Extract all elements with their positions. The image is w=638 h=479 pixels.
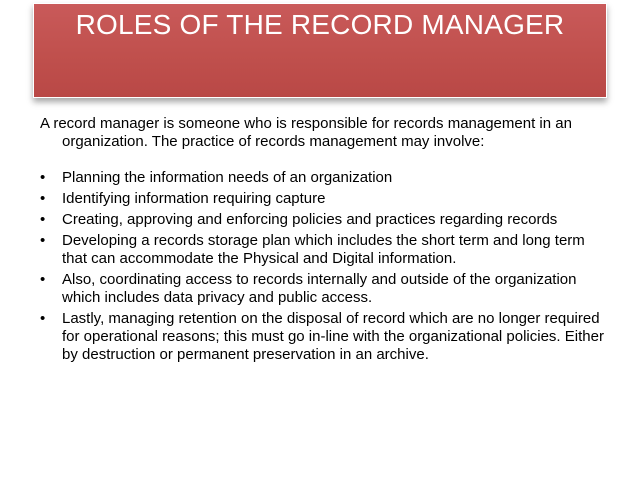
bullet-text: Also, coordinating access to records internally and outside of the organization which includes data privacy and public access. [62, 271, 577, 306]
bullet-item [40, 232, 610, 268]
bullet-marker: • [40, 232, 46, 249]
bullet-marker: • [40, 169, 46, 186]
slide-title: ROLES OF THE RECORD MANAGER [75, 9, 565, 40]
bullet-text: Lastly, managing retention on the disposal of record which are no longer required for operational reasons; this must go in-line with the organizational policies. Either by destruction or permanent preservation in an archive. [62, 310, 604, 363]
title-banner [33, 3, 607, 98]
bullet-text: Creating, approving and enforcing policies and practices regarding records [62, 211, 558, 228]
bullet-marker: • [40, 310, 46, 327]
bullet-list [40, 169, 610, 364]
bullet-text: Developing a records storage plan which includes the short term and long term that can accommodate the Physical and Digital information. [62, 232, 585, 267]
bullet-text: Identifying information requiring capture [62, 190, 326, 207]
bullet-text: Planning the information needs of an organization [62, 169, 393, 186]
bullet-item [40, 169, 610, 187]
bullet-marker: • [40, 271, 46, 288]
bullet-marker: • [40, 190, 46, 207]
intro-paragraph: A record manager is someone who is responsible for records management in an organization. The practice of records management may involve: [40, 115, 572, 150]
bullet-item [40, 310, 610, 364]
bullet-item [40, 211, 610, 229]
bullet-item [40, 271, 610, 307]
slide-body [40, 115, 610, 367]
bullet-marker: • [40, 211, 46, 228]
bullet-item [40, 190, 610, 208]
